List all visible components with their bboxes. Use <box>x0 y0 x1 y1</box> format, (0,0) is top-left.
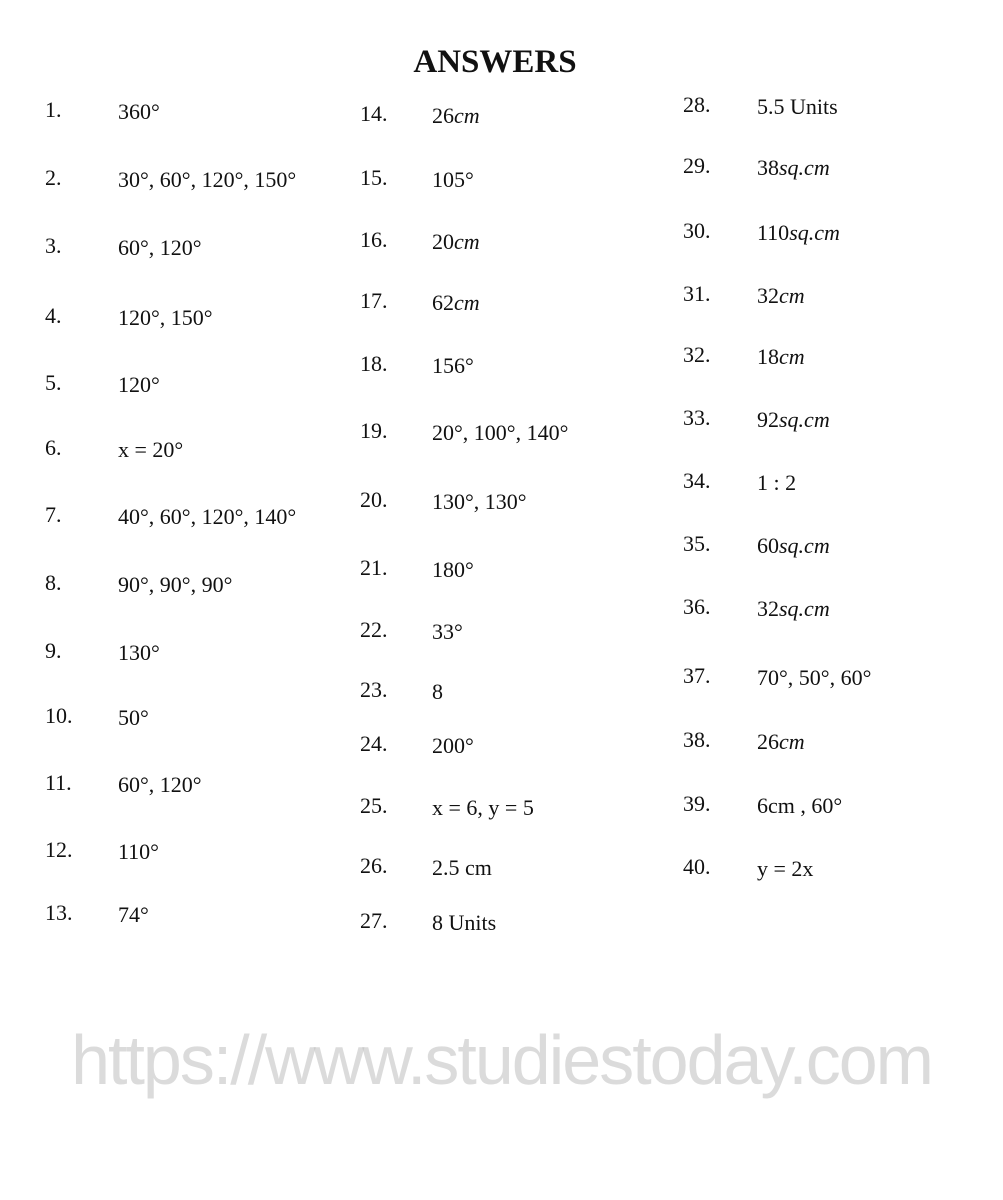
answer-text: 33° <box>432 619 463 644</box>
answer-value <box>757 793 842 819</box>
answer-value <box>118 235 202 261</box>
answer-number: 18. <box>360 351 388 376</box>
answer-text: 2.5 cm <box>432 855 492 880</box>
answer-value <box>432 290 480 316</box>
answer-text: 26 <box>432 103 454 128</box>
answer-text: 120° <box>118 372 160 397</box>
answer-text: 90°, 90°, 90° <box>118 572 233 597</box>
answer-number: 13. <box>45 900 73 925</box>
answer-unit: cm <box>454 229 480 254</box>
answer-text: 8 Units <box>432 910 497 935</box>
answer-number: 11. <box>45 770 72 795</box>
answer-text: x = 20° <box>118 437 184 462</box>
answer-number: 15. <box>360 165 388 190</box>
answer-number: 1. <box>45 97 62 122</box>
answer-text: 20 <box>432 229 454 254</box>
answer-number: 40. <box>683 854 711 879</box>
answer-unit: sq.cm <box>779 155 830 180</box>
answer-number: 10. <box>45 703 73 728</box>
answer-value <box>118 902 149 928</box>
answer-value <box>432 353 474 379</box>
answer-value <box>432 489 527 515</box>
answer-value <box>432 910 496 936</box>
answer-unit: sq.cm <box>779 596 830 621</box>
answer-value <box>118 772 202 798</box>
answer-number: 25. <box>360 793 388 818</box>
answer-unit: cm <box>779 283 805 308</box>
answer-value <box>118 839 159 865</box>
answer-value <box>118 572 232 598</box>
answer-text: y = 2x <box>757 856 814 881</box>
answer-number: 36. <box>683 594 711 619</box>
answer-value <box>757 220 840 246</box>
answer-text: 40°, 60°, 120°, 140° <box>118 504 297 529</box>
answer-value <box>757 155 830 181</box>
answer-value <box>757 470 796 496</box>
answer-number: 26. <box>360 853 388 878</box>
watermark: https://www.studiestoday.com <box>71 1021 932 1099</box>
answer-unit: sq.cm <box>779 407 830 432</box>
answer-value <box>757 729 805 755</box>
answer-text: 200° <box>432 733 474 758</box>
answer-text: 6cm , 60° <box>757 793 843 818</box>
answer-text: 70°, 50°, 60° <box>757 665 872 690</box>
answer-text: 74° <box>118 902 149 927</box>
answer-value <box>757 283 805 309</box>
answer-text: 130°, 130° <box>432 489 527 514</box>
answer-unit: cm <box>779 344 805 369</box>
answer-value <box>118 167 296 193</box>
answer-value <box>757 533 830 559</box>
answer-text: 62 <box>432 290 454 315</box>
answer-number: 31. <box>683 281 711 306</box>
answer-text: 110° <box>118 839 159 864</box>
answer-number: 3. <box>45 233 62 258</box>
answer-text: 110 <box>757 220 790 245</box>
answer-number: 29. <box>683 153 711 178</box>
answer-number: 35. <box>683 531 711 556</box>
answer-value <box>757 665 871 691</box>
answer-number: 6. <box>45 435 62 460</box>
answer-number: 33. <box>683 405 711 430</box>
answer-value <box>432 229 480 255</box>
answer-value <box>757 344 805 370</box>
answer-number: 34. <box>683 468 711 493</box>
answer-value <box>432 619 463 645</box>
answer-value <box>118 504 296 530</box>
answer-value <box>432 679 443 705</box>
answer-value <box>757 94 838 120</box>
answer-text: 32 <box>757 283 779 308</box>
answer-value <box>757 596 830 622</box>
answer-number: 4. <box>45 303 62 328</box>
answer-number: 14. <box>360 101 388 126</box>
answer-text: 38 <box>757 155 779 180</box>
answer-text: 20°, 100°, 140° <box>432 420 569 445</box>
answer-number: 28. <box>683 92 711 117</box>
answer-unit: cm <box>779 729 805 754</box>
answer-text: 5.5 Units <box>757 94 838 119</box>
answer-number: 2. <box>45 165 62 190</box>
answer-text: 26 <box>757 729 779 754</box>
answer-number: 20. <box>360 487 388 512</box>
answer-text: 105° <box>432 167 474 192</box>
answer-text: 18 <box>757 344 779 369</box>
answer-text: 120°, 150° <box>118 305 213 330</box>
answer-number: 7. <box>45 502 62 527</box>
answer-value <box>432 733 474 759</box>
answer-text: 60°, 120° <box>118 772 202 797</box>
answer-text: 32 <box>757 596 779 621</box>
page-title: ANSWERS <box>413 44 577 80</box>
answer-number: 8. <box>45 570 62 595</box>
answer-text: 8 <box>432 679 443 704</box>
answer-text: 30°, 60°, 120°, 150° <box>118 167 297 192</box>
answer-text: 360° <box>118 99 160 124</box>
answer-number: 38. <box>683 727 711 752</box>
answer-value <box>118 640 160 666</box>
answer-text: 1 : 2 <box>757 470 797 495</box>
answer-number: 23. <box>360 677 388 702</box>
answer-number: 22. <box>360 617 388 642</box>
answer-number: 27. <box>360 908 388 933</box>
answer-number: 37. <box>683 663 711 688</box>
answer-value <box>757 856 813 882</box>
answer-text: 92 <box>757 407 779 432</box>
answer-text: 60°, 120° <box>118 235 202 260</box>
answer-text: 156° <box>432 353 474 378</box>
answer-number: 32. <box>683 342 711 367</box>
answer-number: 12. <box>45 837 73 862</box>
answer-value <box>118 372 160 398</box>
answer-text: 130° <box>118 640 160 665</box>
answer-value <box>118 705 149 731</box>
answer-value <box>757 407 830 433</box>
answer-value <box>432 420 568 446</box>
answer-number: 21. <box>360 555 388 580</box>
answer-number: 30. <box>683 218 711 243</box>
answer-number: 17. <box>360 288 388 313</box>
answer-number: 24. <box>360 731 388 756</box>
answer-unit: cm <box>454 290 480 315</box>
answer-value <box>118 437 183 463</box>
answer-text: 50° <box>118 705 149 730</box>
answer-value <box>118 99 160 125</box>
answer-number: 39. <box>683 791 711 816</box>
answer-value <box>432 855 492 881</box>
answer-value <box>432 103 480 129</box>
answer-value <box>432 167 474 193</box>
answer-value <box>432 795 534 821</box>
answer-unit: cm <box>454 103 480 128</box>
answer-unit: sq.cm <box>779 533 830 558</box>
answer-text: 60 <box>757 533 779 558</box>
answer-text: 180° <box>432 557 474 582</box>
answer-value <box>118 305 213 331</box>
answer-number: 9. <box>45 638 62 663</box>
answer-value <box>432 557 474 583</box>
answer-text: x = 6, y = 5 <box>432 795 534 820</box>
answer-number: 19. <box>360 418 388 443</box>
answer-number: 16. <box>360 227 388 252</box>
answer-number: 5. <box>45 370 62 395</box>
answer-unit: sq.cm <box>789 220 840 245</box>
